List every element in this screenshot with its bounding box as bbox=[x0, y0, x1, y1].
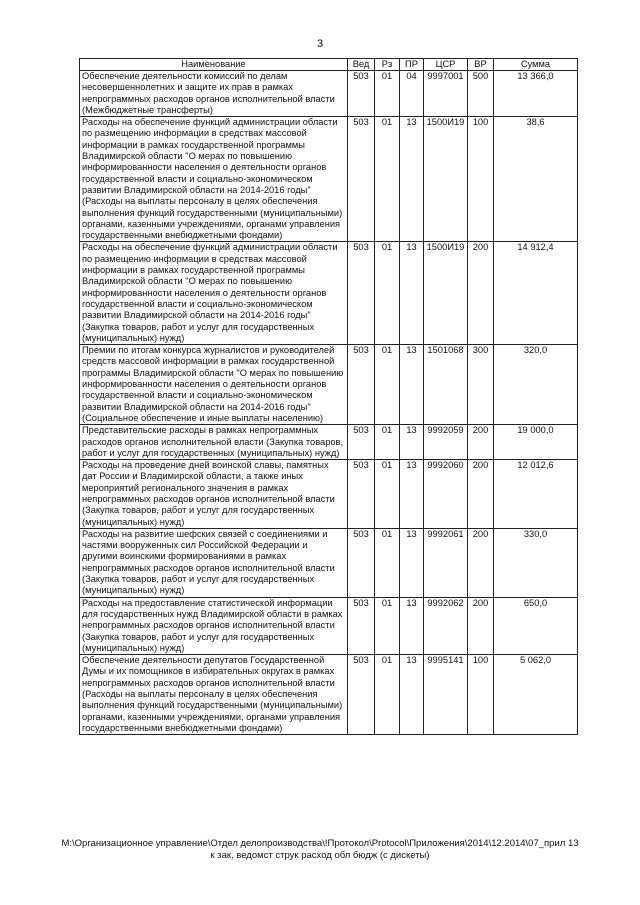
row-vr: 500 bbox=[468, 71, 494, 117]
table-row bbox=[80, 425, 578, 460]
row-csr: 9992059 bbox=[424, 425, 468, 460]
row-vr: 200 bbox=[468, 242, 494, 345]
row-ved: 503 bbox=[348, 425, 375, 460]
row-vr: 300 bbox=[468, 345, 494, 425]
row-sum: 320,0 bbox=[494, 345, 578, 425]
row-name: Расходы на предоставление статистической информации для государственных нужд Владимирской области в рамках непрограммных расходов органов исполнительной власти (Закупка товаров, работ и услуг для государственных (муниципальных) нужд) bbox=[80, 597, 348, 654]
row-pr: 13 bbox=[400, 425, 424, 460]
header-rz: Рз bbox=[375, 59, 400, 71]
row-csr: 1501068 bbox=[424, 345, 468, 425]
row-ved: 503 bbox=[348, 345, 375, 425]
footer-path-line: M:\Организационное управление\Отдел делопроизводства\!Протокол\Protocol\Приложения\2014\12.2014\07_прил 13 bbox=[61, 838, 579, 849]
row-vr: 200 bbox=[468, 425, 494, 460]
header-name: Наименование bbox=[80, 59, 348, 71]
row-csr: 1500И19 bbox=[424, 117, 468, 242]
row-pr: 13 bbox=[400, 117, 424, 242]
row-name: Расходы на обеспечение функций администрации области по размещению информации в средствах массовой информации в рамках государственной программы Владимирской области "О мерах по повышению информированности населения о деятельности органов государственной власти и социально-экономическом развитии Владимирской области на 2014-2016 годы" (Расходы на выплаты персоналу в целях обеспечения выполнения функций государственными (муниципальными) органами, казенными учреждениями, органами управления государственными внебюджетными фондами) bbox=[80, 117, 348, 242]
row-name: Премии по итогам конкурса журналистов и руководителей средств массовой информации в рамках государственной программы Владимирской области "О мерах по повышению информированности населения о деятельности органов государственной власти и социально-экономическом развитии Владимирской области на 2014-2016 годы" (Социальное обеспечение и иные выплаты населению) bbox=[80, 345, 348, 425]
row-sum: 19 000,0 bbox=[494, 425, 578, 460]
table-row bbox=[80, 117, 578, 242]
header-sum: Сумма bbox=[494, 59, 578, 71]
row-pr: 04 bbox=[400, 71, 424, 117]
table-row bbox=[80, 460, 578, 529]
row-sum: 38,6 bbox=[494, 117, 578, 242]
row-rz: 01 bbox=[375, 655, 400, 735]
row-rz: 01 bbox=[375, 242, 400, 345]
header-ved: Вед bbox=[348, 59, 375, 71]
row-rz: 01 bbox=[375, 71, 400, 117]
row-rz: 01 bbox=[375, 345, 400, 425]
table-row bbox=[80, 655, 578, 735]
row-sum: 13 366,0 bbox=[494, 71, 578, 117]
row-vr: 200 bbox=[468, 460, 494, 529]
row-ved: 503 bbox=[348, 460, 375, 529]
header-csr: ЦСР bbox=[424, 59, 468, 71]
row-vr: 200 bbox=[468, 597, 494, 654]
file-path-footer bbox=[40, 838, 600, 862]
table-row bbox=[80, 71, 578, 117]
row-pr: 13 bbox=[400, 597, 424, 654]
row-sum: 5 062,0 bbox=[494, 655, 578, 735]
table-header-row bbox=[80, 59, 578, 71]
row-vr: 200 bbox=[468, 528, 494, 597]
table-row bbox=[80, 597, 578, 654]
row-rz: 01 bbox=[375, 117, 400, 242]
row-rz: 01 bbox=[375, 425, 400, 460]
row-csr: 9992062 bbox=[424, 597, 468, 654]
row-name: Обеспечение деятельности комиссий по делам несовершеннолетних и защите их прав в рамках непрограммных расходов органов исполнительной власти (Межбюджетные трансферты) bbox=[80, 71, 348, 117]
row-csr: 9997001 bbox=[424, 71, 468, 117]
table-row bbox=[80, 345, 578, 425]
row-csr: 9995141 bbox=[424, 655, 468, 735]
row-name: Обеспечение деятельности депутатов Государственной Думы и их помощников в избирательных округах в рамках непрограммных расходов органов исполнительной власти (Расходы на выплаты персоналу в целях обеспечения выполнения функций государственными (муниципальными) органами, казенными учреждениями, органами управления государственными внебюджетными фондами) bbox=[80, 655, 348, 735]
budget-table bbox=[79, 58, 578, 735]
row-name: Расходы на развитие шефских связей с соединениями и частями вооруженных сил Российской Федерации и другими воинскими формированиями в рамках непрограммных расходов органов исполнительной власти (Закупка товаров, работ и услуг для государственных (муниципальных) нужд) bbox=[80, 528, 348, 597]
row-sum: 14 912,4 bbox=[494, 242, 578, 345]
row-ved: 503 bbox=[348, 597, 375, 654]
row-name: Представительские расходы в рамках непрограммных расходов органов исполнительной власти (Закупка товаров, работ и услуг для государственных (муниципальных) нужд) bbox=[80, 425, 348, 460]
row-pr: 13 bbox=[400, 242, 424, 345]
row-rz: 01 bbox=[375, 597, 400, 654]
row-pr: 13 bbox=[400, 655, 424, 735]
row-pr: 13 bbox=[400, 460, 424, 529]
row-ved: 503 bbox=[348, 655, 375, 735]
row-rz: 01 bbox=[375, 460, 400, 529]
row-ved: 503 bbox=[348, 117, 375, 242]
row-vr: 100 bbox=[468, 117, 494, 242]
page-number: 3 bbox=[316, 38, 324, 50]
row-pr: 13 bbox=[400, 345, 424, 425]
row-csr: 1500И19 bbox=[424, 242, 468, 345]
table-row bbox=[80, 242, 578, 345]
row-ved: 503 bbox=[348, 71, 375, 117]
footer-description-line: к зак, ведомст струк расход обл бюдж (с дискеты) bbox=[210, 850, 430, 861]
row-vr: 100 bbox=[468, 655, 494, 735]
row-pr: 13 bbox=[400, 528, 424, 597]
row-sum: 650,0 bbox=[494, 597, 578, 654]
table-row bbox=[80, 528, 578, 597]
row-name: Расходы на обеспечение функций администрации области по размещению информации в средствах массовой информации в рамках государственной программы Владимирской области "О мерах по повышению информированности населения о деятельности органов государственной власти и социально-экономическом развитии Владимирской области на 2014-2016 годы" (Закупка товаров, работ и услуг для государственных (муниципальных) нужд) bbox=[80, 242, 348, 345]
row-csr: 9992060 bbox=[424, 460, 468, 529]
row-sum: 330,0 bbox=[494, 528, 578, 597]
row-ved: 503 bbox=[348, 528, 375, 597]
row-ved: 503 bbox=[348, 242, 375, 345]
header-pr: ПР bbox=[400, 59, 424, 71]
row-rz: 01 bbox=[375, 528, 400, 597]
header-vr: ВР bbox=[468, 59, 494, 71]
row-csr: 9992061 bbox=[424, 528, 468, 597]
row-sum: 12 012,6 bbox=[494, 460, 578, 529]
row-name: Расходы на проведение дней воинской славы, памятных дат России и Владимирской области, а также иных мероприятий регионального значения в рамках непрограммных расходов органов исполнительной власти (Закупка товаров, работ и услуг для государственных (муниципальных) нужд) bbox=[80, 460, 348, 529]
